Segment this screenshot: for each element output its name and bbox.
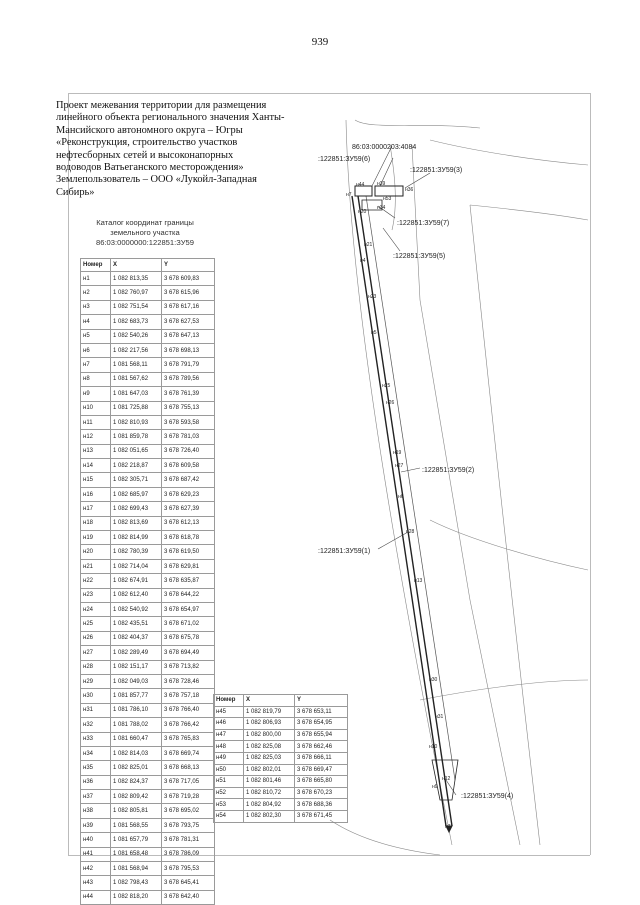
cell-num: н19 bbox=[81, 531, 111, 545]
title-line: линейного объекта регионального значения Ханты- bbox=[56, 112, 285, 124]
cell-y: 3 678 617,16 bbox=[162, 300, 215, 314]
header-y: Y bbox=[162, 259, 215, 272]
cell-y: 3 678 687,42 bbox=[162, 473, 215, 487]
cell-y: 3 678 675,78 bbox=[162, 631, 215, 645]
cell-num: н30 bbox=[81, 689, 111, 703]
cell-y: 3 678 612,13 bbox=[162, 516, 215, 530]
cell-num: н47 bbox=[214, 729, 244, 741]
cell-y: 3 678 593,58 bbox=[162, 415, 215, 429]
point-label: н19 bbox=[393, 450, 402, 456]
catalog-line: 86:03:0000000:122851:ЗУ59 bbox=[95, 238, 194, 247]
cell-num: н32 bbox=[81, 718, 111, 732]
cell-y: 3 678 629,81 bbox=[162, 559, 215, 573]
parcel-line bbox=[430, 140, 588, 165]
cell-num: н42 bbox=[81, 862, 111, 876]
cell-y: 3 678 713,82 bbox=[162, 660, 215, 674]
cell-y: 3 678 761,39 bbox=[162, 387, 215, 401]
cell-x: 1 082 674,91 bbox=[111, 574, 162, 588]
cell-x: 1 082 540,26 bbox=[111, 329, 162, 343]
cell-x: 1 081 647,03 bbox=[111, 387, 162, 401]
zone-label-3: :122851:ЗУ59(3) bbox=[410, 167, 463, 174]
cell-num: н35 bbox=[81, 761, 111, 775]
point-label: н7 bbox=[346, 192, 352, 198]
cell-num: н9 bbox=[81, 387, 111, 401]
cell-num: н37 bbox=[81, 790, 111, 804]
cell-x: 1 082 814,99 bbox=[111, 531, 162, 545]
zone-label-4: :122851:ЗУ59(4) bbox=[461, 793, 514, 800]
cell-y: 3 678 765,83 bbox=[162, 732, 215, 746]
cell-y: 3 678 789,56 bbox=[162, 372, 215, 386]
cell-y: 3 678 635,87 bbox=[162, 574, 215, 588]
cell-y: 3 678 757,18 bbox=[162, 689, 215, 703]
cell-x: 1 082 217,56 bbox=[111, 343, 162, 357]
cell-y: 3 678 642,40 bbox=[162, 890, 215, 904]
cell-num: н1 bbox=[81, 272, 111, 286]
cell-x: 1 082 809,42 bbox=[111, 790, 162, 804]
cell-x: 1 082 813,35 bbox=[111, 272, 162, 286]
cell-y: 3 678 645,41 bbox=[162, 876, 215, 890]
cell-x: 1 081 859,78 bbox=[111, 430, 162, 444]
cell-x: 1 082 810,72 bbox=[244, 787, 295, 799]
point-label: н39 bbox=[377, 181, 386, 187]
zone-label-6: :122851:ЗУ59(6) bbox=[318, 156, 371, 163]
header-num: Номер bbox=[214, 695, 244, 707]
point-label: н9 bbox=[432, 784, 438, 790]
point-label: н31 bbox=[435, 714, 444, 720]
cell-x: 1 082 806,93 bbox=[244, 718, 295, 730]
title-line: Сибирь» bbox=[56, 186, 95, 198]
header-x: X bbox=[111, 259, 162, 272]
cell-y: 3 678 791,79 bbox=[162, 358, 215, 372]
cell-num: н11 bbox=[81, 415, 111, 429]
cell-num: н4 bbox=[81, 315, 111, 329]
parcel-line bbox=[430, 520, 588, 570]
cell-y: 3 678 629,23 bbox=[162, 487, 215, 501]
cell-y: 3 678 786,09 bbox=[162, 847, 215, 861]
cell-x: 1 082 049,03 bbox=[111, 674, 162, 688]
zone-label-7: :122851:ЗУ59(7) bbox=[397, 220, 450, 227]
parcel-outlines bbox=[330, 120, 588, 855]
cell-x: 1 082 699,43 bbox=[111, 502, 162, 516]
cell-y: 3 678 654,97 bbox=[162, 602, 215, 616]
cell-num: н3 bbox=[81, 300, 111, 314]
header-x: X bbox=[244, 695, 295, 707]
cell-num: н25 bbox=[81, 617, 111, 631]
cell-num: н48 bbox=[214, 741, 244, 753]
cell-x: 1 082 800,00 bbox=[244, 729, 295, 741]
cell-x: 1 082 612,40 bbox=[111, 588, 162, 602]
cadastre-label: 86:03:0000203:4084 bbox=[352, 144, 417, 151]
point-label: н20 bbox=[358, 209, 367, 215]
cell-num: н15 bbox=[81, 473, 111, 487]
cell-num: н54 bbox=[214, 810, 244, 822]
cell-y: 3 678 694,49 bbox=[162, 646, 215, 660]
cell-num: н7 bbox=[81, 358, 111, 372]
cell-num: н33 bbox=[81, 732, 111, 746]
point-label: н10 bbox=[429, 744, 438, 750]
title-line: «Реконструкция, строительство участков bbox=[56, 137, 238, 149]
point-label: н27 bbox=[395, 463, 404, 469]
cell-x: 1 082 780,39 bbox=[111, 545, 162, 559]
cell-num: н41 bbox=[81, 847, 111, 861]
cell-x: 1 082 825,01 bbox=[111, 761, 162, 775]
cell-num: н6 bbox=[81, 343, 111, 357]
point-label: н34 bbox=[377, 205, 386, 211]
cell-x: 1 082 802,01 bbox=[244, 764, 295, 776]
point-label: н13 bbox=[414, 578, 423, 584]
cell-x: 1 082 824,37 bbox=[111, 775, 162, 789]
corridor-boundary-left bbox=[352, 196, 446, 826]
cell-x: 1 082 818,20 bbox=[111, 890, 162, 904]
corridor-boundary-right bbox=[358, 196, 452, 826]
cell-num: н13 bbox=[81, 444, 111, 458]
point-label: н28 bbox=[406, 529, 415, 535]
cell-y: 3 678 728,46 bbox=[162, 674, 215, 688]
cell-x: 1 081 725,88 bbox=[111, 401, 162, 415]
cell-x: 1 082 804,92 bbox=[244, 799, 295, 811]
title-line: Проект межевания территории для размещения bbox=[56, 100, 267, 111]
cell-x: 1 081 568,94 bbox=[111, 862, 162, 876]
cell-x: 1 081 568,55 bbox=[111, 818, 162, 832]
cell-num: н52 bbox=[214, 787, 244, 799]
cell-num: н34 bbox=[81, 746, 111, 760]
point-label: н12 bbox=[442, 776, 451, 782]
cell-y: 3 678 627,53 bbox=[162, 315, 215, 329]
title-line: нефтесборных сетей и высоконапорных bbox=[56, 149, 234, 161]
cell-x: 1 082 051,65 bbox=[111, 444, 162, 458]
cell-y: 3 678 726,40 bbox=[162, 444, 215, 458]
cell-x: 1 081 567,62 bbox=[111, 372, 162, 386]
corridor-inner-line bbox=[366, 196, 455, 780]
cell-y: 3 678 766,40 bbox=[162, 703, 215, 717]
cell-num: н2 bbox=[81, 286, 111, 300]
cell-num: н26 bbox=[81, 631, 111, 645]
cell-y: 3 678 666,11 bbox=[295, 752, 348, 764]
cell-num: н31 bbox=[81, 703, 111, 717]
cell-num: н16 bbox=[81, 487, 111, 501]
cell-y: 3 678 766,42 bbox=[162, 718, 215, 732]
cell-y: 3 678 609,83 bbox=[162, 272, 215, 286]
point-label: н53 bbox=[383, 196, 392, 202]
cell-y: 3 678 668,13 bbox=[162, 761, 215, 775]
zone-label-5: :122851:ЗУ59(5) bbox=[393, 253, 446, 260]
cell-y: 3 678 665,80 bbox=[295, 776, 348, 788]
cell-num: н8 bbox=[81, 372, 111, 386]
cell-x: 1 082 805,81 bbox=[111, 804, 162, 818]
point-label: н4 bbox=[360, 258, 366, 264]
parcel-line bbox=[420, 680, 588, 700]
cell-num: н24 bbox=[81, 602, 111, 616]
cell-num: н43 bbox=[81, 876, 111, 890]
cell-x: 1 082 801,46 bbox=[244, 776, 295, 788]
cell-num: н12 bbox=[81, 430, 111, 444]
cell-num: н28 bbox=[81, 660, 111, 674]
cell-y: 3 678 644,22 bbox=[162, 588, 215, 602]
point-label: н21 bbox=[364, 242, 373, 248]
cell-x: 1 081 568,11 bbox=[111, 358, 162, 372]
cell-y: 3 678 653,11 bbox=[295, 706, 348, 718]
cell-y: 3 678 654,95 bbox=[295, 718, 348, 730]
cell-x: 1 082 810,93 bbox=[111, 415, 162, 429]
cell-x: 1 082 714,04 bbox=[111, 559, 162, 573]
cell-x: 1 082 683,73 bbox=[111, 315, 162, 329]
cell-x: 1 082 819,79 bbox=[244, 706, 295, 718]
cell-x: 1 081 660,47 bbox=[111, 732, 162, 746]
cell-y: 3 678 655,94 bbox=[295, 729, 348, 741]
cell-x: 1 082 798,43 bbox=[111, 876, 162, 890]
point-label: н23 bbox=[368, 294, 377, 300]
cell-num: н49 bbox=[214, 752, 244, 764]
cell-num: н29 bbox=[81, 674, 111, 688]
parcel-line bbox=[330, 820, 440, 855]
cell-x: 1 082 825,03 bbox=[244, 752, 295, 764]
parcel-line bbox=[355, 120, 480, 128]
catalog-line: Каталог координат границы bbox=[96, 218, 194, 227]
cell-num: н46 bbox=[214, 718, 244, 730]
cell-y: 3 678 619,50 bbox=[162, 545, 215, 559]
corridor bbox=[352, 186, 458, 832]
cell-y: 3 678 695,02 bbox=[162, 804, 215, 818]
cell-y: 3 678 781,31 bbox=[162, 833, 215, 847]
cell-x: 1 081 786,10 bbox=[111, 703, 162, 717]
point-label: н36 bbox=[405, 187, 414, 193]
cell-y: 3 678 688,36 bbox=[295, 799, 348, 811]
leader-line bbox=[405, 173, 430, 188]
cell-num: н38 bbox=[81, 804, 111, 818]
cell-num: н23 bbox=[81, 588, 111, 602]
cell-num: н21 bbox=[81, 559, 111, 573]
point-label: н30 bbox=[429, 677, 438, 683]
cell-y: 3 678 647,13 bbox=[162, 329, 215, 343]
page-number: 939 bbox=[311, 36, 329, 48]
parcel-line bbox=[470, 205, 588, 220]
cell-num: н51 bbox=[214, 776, 244, 788]
point-label: н5 bbox=[371, 330, 377, 336]
title-line: Землепользователь – ООО «Лукойл-Западная bbox=[56, 174, 257, 186]
cell-y: 3 678 781,03 bbox=[162, 430, 215, 444]
header-y: Y bbox=[295, 695, 348, 707]
cell-num: н5 bbox=[81, 329, 111, 343]
cell-x: 1 082 751,54 bbox=[111, 300, 162, 314]
cell-num: н10 bbox=[81, 401, 111, 415]
cell-x: 1 082 151,17 bbox=[111, 660, 162, 674]
cell-x: 1 082 218,87 bbox=[111, 459, 162, 473]
catalog-line: земельного участка bbox=[110, 228, 180, 237]
cell-y: 3 678 671,45 bbox=[295, 810, 348, 822]
cell-y: 3 678 719,28 bbox=[162, 790, 215, 804]
cell-y: 3 678 671,02 bbox=[162, 617, 215, 631]
cell-num: н45 bbox=[214, 706, 244, 718]
cell-num: н20 bbox=[81, 545, 111, 559]
cell-x: 1 081 657,79 bbox=[111, 833, 162, 847]
cell-y: 3 678 669,47 bbox=[295, 764, 348, 776]
cell-num: н39 bbox=[81, 818, 111, 832]
point-label: н25 bbox=[382, 383, 391, 389]
cell-num: н22 bbox=[81, 574, 111, 588]
cell-y: 3 678 662,46 bbox=[295, 741, 348, 753]
header-num: Номер bbox=[81, 259, 111, 272]
cell-x: 1 082 404,37 bbox=[111, 631, 162, 645]
cell-y: 3 678 615,96 bbox=[162, 286, 215, 300]
cell-x: 1 081 658,48 bbox=[111, 847, 162, 861]
cell-num: н40 bbox=[81, 833, 111, 847]
point-label: н26 bbox=[386, 400, 395, 406]
cell-y: 3 678 717,05 bbox=[162, 775, 215, 789]
title-line: водоводов Ватьеганского месторождения» bbox=[56, 162, 244, 174]
cell-num: н44 bbox=[81, 890, 111, 904]
cell-num: н36 bbox=[81, 775, 111, 789]
cell-x: 1 082 289,49 bbox=[111, 646, 162, 660]
cell-num: н18 bbox=[81, 516, 111, 530]
parcel-line bbox=[412, 145, 520, 845]
point-label: н7 bbox=[445, 824, 451, 830]
cell-x: 1 081 857,77 bbox=[111, 689, 162, 703]
cell-num: н50 bbox=[214, 764, 244, 776]
cell-x: 1 081 788,02 bbox=[111, 718, 162, 732]
cell-num: н53 bbox=[214, 799, 244, 811]
point-label: н44 bbox=[356, 182, 365, 188]
cell-y: 3 678 609,58 bbox=[162, 459, 215, 473]
parcel-line bbox=[470, 205, 540, 845]
cell-y: 3 678 698,13 bbox=[162, 343, 215, 357]
cell-x: 1 082 825,08 bbox=[244, 741, 295, 753]
cell-y: 3 678 670,23 bbox=[295, 787, 348, 799]
cell-x: 1 082 685,97 bbox=[111, 487, 162, 501]
cell-x: 1 082 435,51 bbox=[111, 617, 162, 631]
cell-x: 1 082 813,69 bbox=[111, 516, 162, 530]
cell-y: 3 678 755,13 bbox=[162, 401, 215, 415]
cell-y: 3 678 795,53 bbox=[162, 862, 215, 876]
parcel-line bbox=[390, 145, 395, 230]
zone-label-2: :122851:ЗУ59(2) bbox=[422, 467, 475, 474]
point-label: н6 bbox=[398, 494, 404, 500]
cell-y: 3 678 793,75 bbox=[162, 818, 215, 832]
parcel-4 bbox=[375, 186, 403, 196]
cell-x: 1 082 760,97 bbox=[111, 286, 162, 300]
cell-num: н14 bbox=[81, 459, 111, 473]
cell-y: 3 678 669,74 bbox=[162, 746, 215, 760]
zone-label-1: :122851:ЗУ59(1) bbox=[318, 548, 371, 555]
cell-num: н27 bbox=[81, 646, 111, 660]
cell-x: 1 082 814,03 bbox=[111, 746, 162, 760]
title-line: Мансийского автономного округа – Югры bbox=[56, 124, 243, 136]
cell-y: 3 678 627,39 bbox=[162, 502, 215, 516]
leader-line bbox=[401, 468, 420, 472]
cell-y: 3 678 618,78 bbox=[162, 531, 215, 545]
parcel-line bbox=[346, 120, 452, 845]
cell-num: н17 bbox=[81, 502, 111, 516]
leader-line bbox=[383, 228, 400, 251]
cell-x: 1 082 540,92 bbox=[111, 602, 162, 616]
cell-x: 1 082 305,71 bbox=[111, 473, 162, 487]
cell-x: 1 082 802,30 bbox=[244, 810, 295, 822]
